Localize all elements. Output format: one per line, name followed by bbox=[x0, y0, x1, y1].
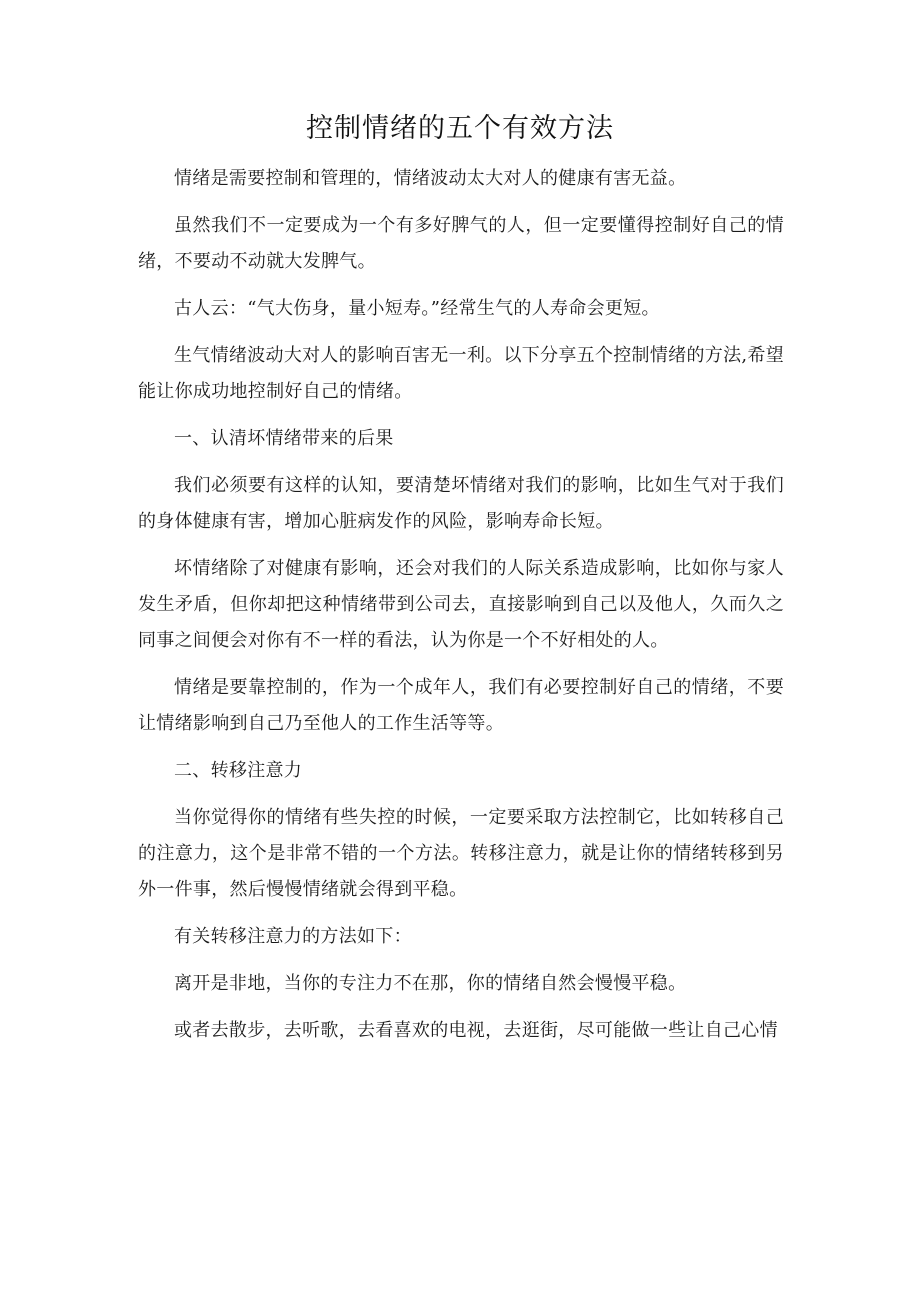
paragraph: 我们必须要有这样的认知，要清楚坏情绪对我们的影响，比如生气对于我们的身体健康有害，增加心脏病发作的风险，影响寿命长短。 bbox=[138, 475, 784, 532]
paragraph: 或者去散步，去听歌，去看喜欢的电视，去逛街，尽可能做一些让自己心情 bbox=[174, 1020, 778, 1041]
paragraph-quote: 古人云：“气大伤身，量小短寿。”经常生气的人寿命会更短。 bbox=[174, 298, 660, 319]
paragraph: 离开是非地，当你的专注力不在那，你的情绪自然会慢慢平稳。 bbox=[174, 973, 687, 994]
document-title: 控制情绪的五个有效方法 bbox=[306, 113, 614, 144]
paragraph: 当你觉得你的情绪有些失控的时候，一定要采取方法控制它，比如转移自己的注意力，这个是非常不错的一个方法。转移注意力，就是让你的情绪转移到另外一件事，然后慢慢情绪就会得到平稳。 bbox=[138, 807, 784, 900]
paragraph: 生气情绪波动大对人的影响百害无一利。以下分享五个控制情绪的方法,希望能让你成功地控制好自己的情绪。 bbox=[138, 345, 784, 402]
paragraph: 情绪是要靠控制的，作为一个成年人，我们有必要控制好自己的情绪，不要让情绪影响到自己乃至他人的工作生活等等。 bbox=[138, 677, 784, 734]
paragraph: 坏情绪除了对健康有影响，还会对我们的人际关系造成影响，比如你与家人发生矛盾，但你却把这种情绪带到公司去，直接影响到自己以及他人，久而久之同事之间便会对你有不一样的看法，认为你是一个不好相处的人。 bbox=[138, 558, 784, 651]
paragraph: 虽然我们不一定要成为一个有多好脾气的人，但一定要懂得控制好自己的情绪，不要动不动就大发脾气。 bbox=[138, 215, 784, 272]
paragraph: 有关转移注意力的方法如下： bbox=[174, 926, 412, 947]
document-body bbox=[138, 161, 784, 1060]
section-heading-1: 一、认清坏情绪带来的后果 bbox=[174, 428, 394, 449]
paragraph-intro: 情绪是需要控制和管理的，情绪波动太大对人的健康有害无益。 bbox=[174, 168, 687, 189]
section-heading-2: 二、转移注意力 bbox=[174, 760, 303, 781]
